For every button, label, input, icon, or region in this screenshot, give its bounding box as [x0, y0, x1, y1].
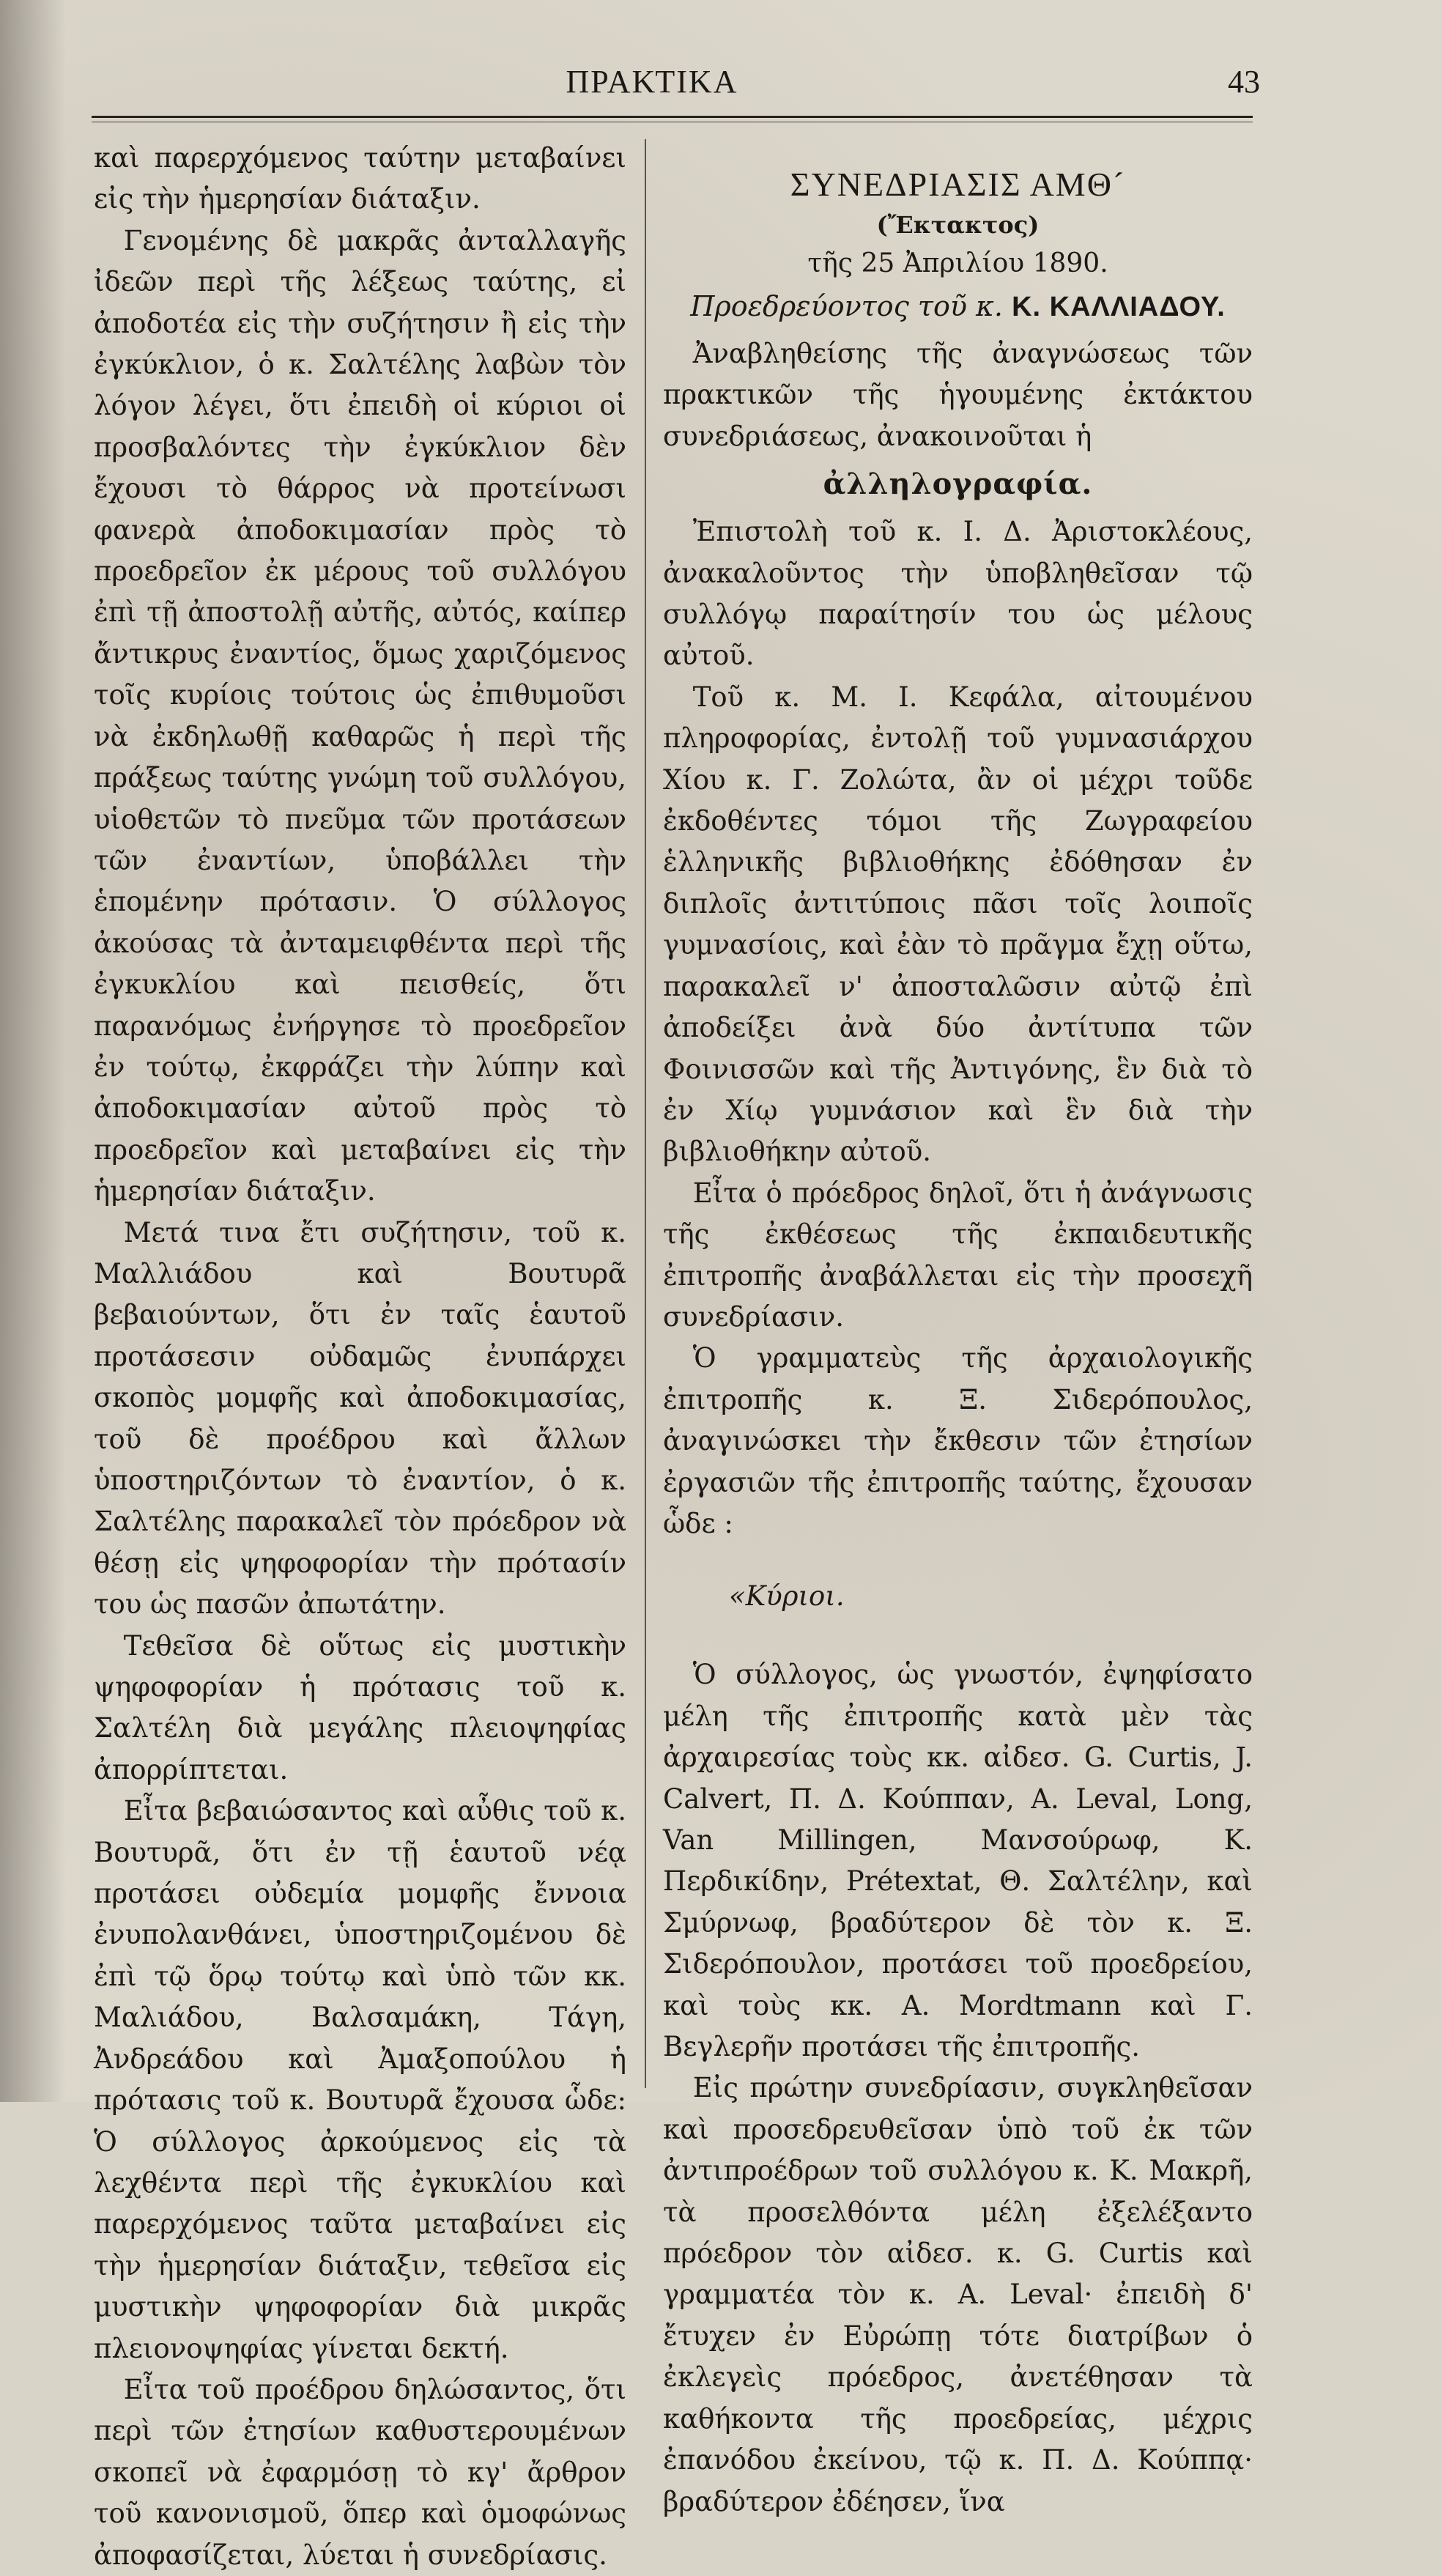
left-paragraph: Εἶτα βεβαιώσαντος καὶ αὖθις τοῦ κ. Βουτυρᾶ, ὅτι ἐν τῇ ἑαυτοῦ νέᾳ προτάσει οὐδεμία μομφῆς ἔννοια ἐνυπολανθάνει, ὑποστηριζομένου δὲ ἐπὶ τῷ ὅρῳ τούτῳ καὶ ὑπὸ τῶν κκ. Μαλιάδου, Βαλσαμάκη, Τάγη, Ἀνδρεάδου καὶ Ἀμαξοπούλου ἡ πρότασις τοῦ κ. Βουτυρᾶ ἔχουσα ὧδε: Ὁ σύλλογος ἀρκούμενος εἰς τὰ λεχθέντα περὶ τῆς ἐγκυκλίου καὶ παρερχόμενος ταῦτα μεταβαίνει εἰς τὴν ἡμερησίαν διάταξιν, τεθεῖσα εἰς μυστικὴν ψηφοφορίαν διὰ μικρᾶς πλειονοψηφίας γίνεται δεκτή.	[94, 1795, 626, 2364]
left-column	[94, 138, 626, 2576]
report-paragraph: Ὁ σύλλογος, ὡς γνωστόν, ἐψηφίσατο μέλη τῆς ἐπιτροπῆς κατὰ μὲν τὰς ἀρχαιρεσίας τοὺς κκ. αἰδεσ. G. Curtis, J. Calvert, Π. Δ. Κούππαν, A. Leval, Long, Van Millingen, Μανσούρωφ, Κ. Περδικίδην, Prétextat, Θ. Σαλτέλην, καὶ Σμύρνωφ, βραδύτερον δὲ τὸν κ. Ξ. Σιδερόπουλον, προτάσει τοῦ προεδρείου, καὶ τοὺς κκ. A. Mordtmann καὶ Γ. Βεγλερῆν προτάσει τῆς ἐπιτροπῆς.	[663, 1659, 1253, 2063]
intro-paragraph: Ἀναβληθείσης τῆς ἀναγνώσεως τῶν πρακτικῶν τῆς ἡγουμένης ἐκτάκτου συνεδριάσεως, ἀνακοινοῦται ἡ	[663, 338, 1253, 452]
column-divider	[645, 139, 646, 2088]
right-paragraph: Τοῦ κ. Μ. Ι. Κεφάλα, αἰτουμένου πληροφορίας, ἐντολῇ τοῦ γυμνασιάρχου Χίου κ. Γ. Ζολώτα, ἂν οἱ μέχρι τοῦδε ἐκδοθέντες τόμοι τῆς Ζωγραφείου ἑλληνικῆς βιβλιοθήκης ἐδόθησαν ἐν διπλοῖς ἀντιτύποις πᾶσι τοῖς λοιποῖς γυμνασίοις, καὶ ἐὰν τὸ πρᾶγμα ἔχῃ οὕτω, παρακαλεῖ ν' ἀποσταλῶσιν αὐτῷ ἐπὶ ἀποδείξει ἀνὰ δύο ἀντίτυπα τῶν Φοινισσῶν καὶ τῆς Ἀντιγόνης, ἓν διὰ τὸ ἐν Χίῳ γυμνάσιον καὶ ἓν διὰ τὴν βιβλιοθήκην αὐτοῦ.	[663, 681, 1253, 1168]
session-title: ΣΥΝΕΔΡΙΑΣΙΣ ΑΜΘ´	[790, 166, 1126, 203]
session-type: (Ἔκτακτος)	[876, 211, 1040, 239]
running-title: ΠΡΑΚΤΙΚΑ	[566, 64, 738, 100]
header-rule	[92, 116, 1253, 118]
left-paragraph: Γενομένης δὲ μακρᾶς ἀνταλλαγῆς ἰδεῶν περὶ τῆς λέξεως ταύτης, εἰ ἀποδοτέα εἰς τὴν συζήτησιν ἢ εἰς τὴν ἐγκύκλιον, ὁ κ. Σαλτέλης λαβὼν τὸν λόγον λέγει, ὅτι ἐπειδὴ οἱ κύριοι οἱ προσβαλόντες τὴν ἐγκύκλιον δὲν ἔχουσι τὸ θάρρος νὰ προτείνωσι φανερὰ ἀποδοκιμασίαν πρὸς τὸ προεδρεῖον ἐκ μέρους τοῦ συλλόγου ἐπὶ τῇ ἀποστολῇ αὐτῆς, αὐτός, καίπερ ἄντικρυς ἐναντίος, ὅμως χαριζόμενος τοῖς κυρίοις τούτοις ὡς ἐπιθυμοῦσι νὰ ἐκδηλωθῇ καθαρῶς ἡ περὶ τῆς πράξεως ταύτης γνώμη τοῦ συλλόγου, υἱοθετῶν τὸ πνεῦμα τῶν προτάσεων τῶν ἐναντίων, ὑποβάλλει τὴν ἑπομένην πρότασιν. Ὁ σύλλογος ἀκούσας τὰ ἀνταμειφθέντα περὶ τῆς ἐγκυκλίου καὶ πεισθείς, ὅτι παρανόμως ἐνήργησε τὸ προεδρεῖον ἐν τούτῳ, ἐκφράζει τὴν λύπην καὶ ἀποδοκιμασίαν αὐτοῦ πρὸς τὸ προεδρεῖον καὶ μεταβαίνει εἰς τὴν ἡμερησίαν διάταξιν.	[94, 224, 626, 1207]
left-paragraph: Μετά τινα ἔτι συζήτησιν, τοῦ κ. Μαλλιάδου καὶ Βουτυρᾶ βεβαιούντων, ὅτι ἐν ταῖς ἑαυτοῦ προτάσεσιν οὐδαμῶς ἐνυπάρχει σκοπὸς μομφῆς καὶ ἀποδοκιμασίας, τοῦ δὲ προέδρου καὶ ἄλλων ὑποστηριζόντων τὸ ἐναντίον, ὁ κ. Σαλτέλης παρακαλεῖ τὸν πρόεδρον νὰ θέσῃ εἰς ψηφοφορίαν τὴν πρότασίν του ὡς πασῶν ἀπωτάτην.	[94, 1216, 626, 1621]
report-salutation: «Κύριοι.	[729, 1580, 845, 1613]
session-date: τῆς 25 Ἀπριλίου 1890.	[807, 248, 1108, 278]
left-paragraph: Τεθεῖσα δὲ οὕτως εἰς μυστικὴν ψηφοφορίαν ἡ πρότασις τοῦ κ. Σαλτέλη διὰ μεγάλης πλειοψηφίας ἀπορρίπτεται.	[94, 1629, 626, 1785]
page-header	[0, 57, 1441, 108]
right-paragraph: Ἐπιστολὴ τοῦ κ. Ι. Δ. Ἀριστοκλέους, ἀνακαλοῦντος τὴν ὑποβληθεῖσαν τῷ συλλόγῳ παραίτησίν του ὡς μέλους αὐτοῦ.	[663, 516, 1253, 672]
report-paragraph: Εἰς πρώτην συνεδρίασιν, συγκληθεῖσαν καὶ προσεδρευθεῖσαν ὑπὸ τοῦ ἐκ τῶν ἀντιπροέδρων τοῦ συλλόγου κ. Κ. Μακρῆ, τὰ προσελθόντα μέλη ἐξελέξαντο πρόεδρον τὸν αἰδεσ. κ. G. Curtis καὶ γραμματέα τὸν κ. A. Leval· ἐπειδὴ δ' ἔτυχεν ἐν Εὐρώπῃ τότε διατρίβων ὁ ἐκλεγεὶς πρόεδρος, ἀνετέθησαν τὰ καθήκοντα τῆς προεδρείας, μέχρις ἐπανόδου ἐκείνου, τῷ κ. Π. Δ. Κούππᾳ· βραδύτερον ἐδέησεν, ἵνα	[663, 2072, 1253, 2517]
presiding-label: Προεδρεύοντος τοῦ κ.	[690, 290, 1004, 322]
correspondence-heading: ἀλληλογραφία.	[823, 467, 1093, 502]
page-number: 43	[1228, 64, 1260, 100]
presiding-line	[663, 284, 1253, 329]
right-paragraph: Εἶτα ὁ πρόεδρος δηλοῖ, ὅτι ἡ ἀνάγνωσις τῆς ἐκθέσεως τῆς ἐκπαιδευτικῆς ἐπιτροπῆς ἀναβάλλεται εἰς τὴν προσεχῆ συνεδρίασιν.	[663, 1177, 1253, 1333]
right-paragraph: Ὁ γραμματεὺς τῆς ἀρχαιολογικῆς ἐπιτροπῆς κ. Ξ. Σιδερόπουλος, ἀναγινώσκει τὴν ἔκθεσιν τῶν ἐτησίων ἐργασιῶν τῆς ἐπιτροπῆς ταύτης, ἔχουσαν ὧδε :	[663, 1342, 1253, 1539]
right-column	[663, 138, 1253, 2523]
left-paragraph: Εἶτα τοῦ προέδρου δηλώσαντος, ὅτι περὶ τῶν ἐτησίων καθυστερουμένων σκοπεῖ νὰ ἐφαρμόσῃ τὸ κγ' ἄρθρον τοῦ κανονισμοῦ, ὅπερ καὶ ὁμοφώνως ἀποφασίζεται, λύεται ἡ συνεδρίασις.	[94, 2373, 626, 2571]
presiding-name: Κ. ΚΑΛΛΙΑΔΟΥ.	[1012, 292, 1226, 322]
binding-shadow	[0, 0, 66, 2102]
left-paragraph: καὶ παρερχόμενος ταύτην μεταβαίνει εἰς τὴν ἡμερησίαν διάταξιν.	[94, 142, 626, 215]
